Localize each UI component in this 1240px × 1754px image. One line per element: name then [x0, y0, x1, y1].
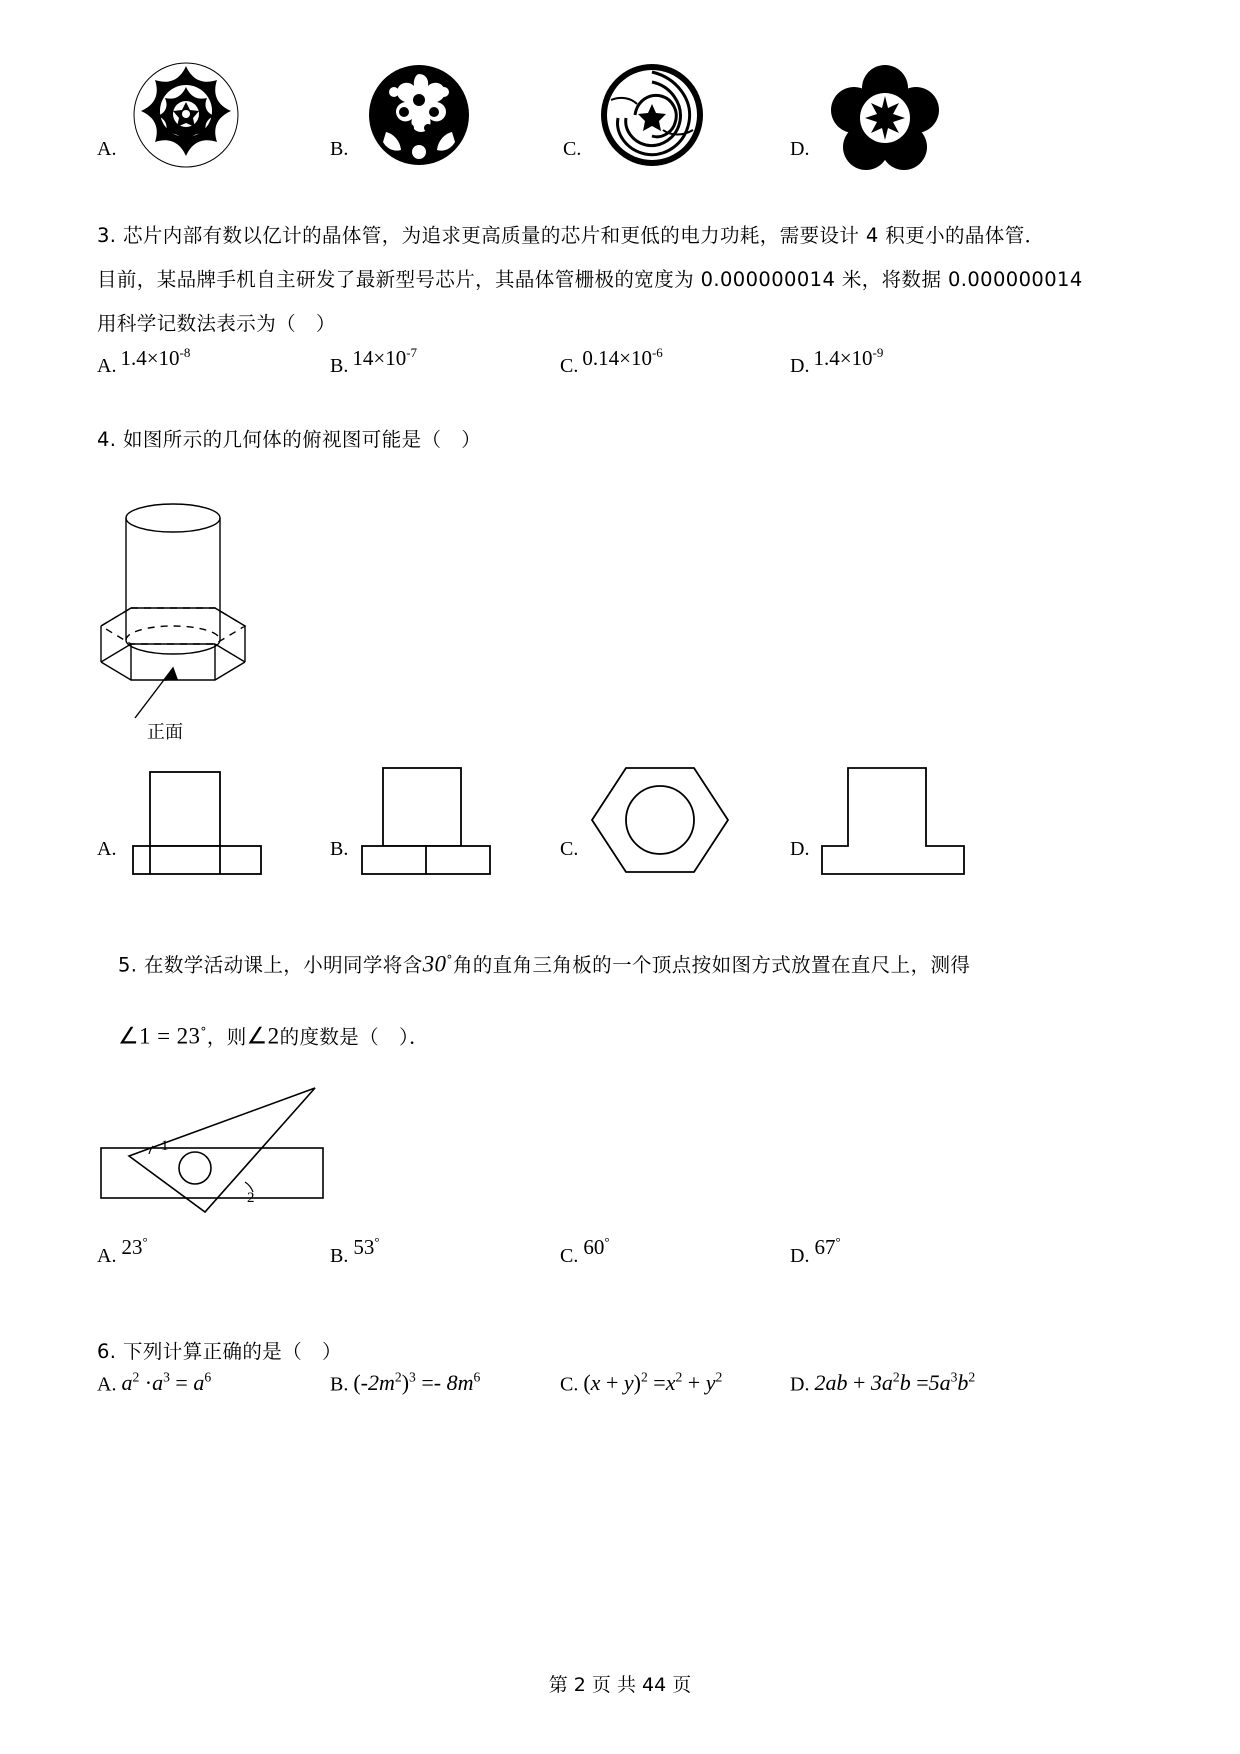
times-sign: ×: [619, 346, 631, 370]
question6-line1: 6. 下列计算正确的是（ ）: [97, 1340, 342, 1363]
option-expression: $(-2m^2)^3 =- 8m^6$: [353, 1370, 481, 1396]
svg-text:1: 1: [161, 1138, 169, 1154]
option-label: C.: [560, 838, 579, 860]
circular-floral-pattern-3-icon: [597, 60, 707, 170]
page-footer: 第 2 页 共 44 页: [548, 1674, 692, 1696]
option-exponent: -8: [179, 345, 191, 360]
option-base: 10: [630, 346, 652, 370]
option-mantissa: 1.4: [120, 346, 147, 370]
question4-options-row: [0, 760, 1240, 900]
option-label: A.: [97, 1245, 117, 1267]
question6-option-c[interactable]: [560, 1370, 722, 1396]
option-base: 10: [385, 346, 407, 370]
question1-options-row: [0, 60, 1240, 200]
question5-line2-part-d: 的度数是（ ）．: [279, 1025, 430, 1049]
option-label: A.: [97, 838, 117, 860]
question3-line3: 用科学记数法表示为（ ）: [97, 312, 336, 335]
question3-option-c[interactable]: [560, 345, 663, 378]
option-base: 10: [158, 346, 180, 370]
option-label: C.: [563, 138, 582, 160]
option-label: A.: [97, 138, 117, 160]
times-sign: ×: [839, 346, 852, 370]
question5-line2-part-b: ，则: [206, 1025, 247, 1049]
option-label: B.: [330, 838, 349, 860]
question4-line1: 4. 如图所示的几何体的俯视图可能是（ ）: [97, 428, 482, 451]
question6-option-b[interactable]: [330, 1370, 480, 1396]
degree-sign: °: [374, 1234, 380, 1249]
svg-text:2: 2: [247, 1190, 255, 1206]
question4-figure-label: 正面: [147, 722, 183, 743]
question6-option-d[interactable]: [790, 1370, 975, 1396]
angle1-equation: ∠1 = 23: [118, 1023, 201, 1049]
degree-sign: °: [604, 1234, 610, 1249]
option-label: D.: [790, 838, 810, 860]
question3-option-a[interactable]: [97, 345, 191, 378]
times-sign: ×: [146, 346, 159, 370]
circular-floral-pattern-1-icon: [131, 60, 241, 170]
question5-triangle-ruler-figure: [95, 1070, 435, 1230]
times-sign: ×: [373, 346, 386, 370]
option-label: D.: [790, 138, 810, 160]
option-expression: $2ab + 3a^2b =5a^3b^2$: [814, 1370, 976, 1396]
option-value: 23: [121, 1235, 143, 1259]
option-exponent: -9: [872, 345, 884, 360]
top-view-hexagon-circle-icon: [588, 760, 738, 885]
option-label: B.: [330, 1373, 349, 1396]
five-petal-flower-pattern-icon: [830, 60, 940, 170]
question5-option-a[interactable]: [97, 1234, 148, 1268]
option-value: 53: [353, 1235, 375, 1259]
option-label: D.: [790, 355, 810, 377]
degree-sign: °: [142, 1234, 148, 1249]
angle2-symbol: ∠2: [246, 1023, 280, 1049]
option-value: 60: [583, 1235, 605, 1259]
question5-angle-value: 30: [422, 951, 447, 977]
question5-line1: [118, 938, 970, 988]
option-label: C.: [560, 1373, 579, 1396]
degree-sign: °: [200, 1025, 207, 1039]
option-base: 10: [851, 346, 873, 370]
option-expression: $a^2 \cdot a^3 = a^6$: [121, 1370, 212, 1396]
option-label: A.: [97, 1373, 117, 1396]
question5-line1-part-b: 角的直角三角板的一个顶点按如图方式放置在直尺上，测得: [452, 953, 971, 977]
top-view-shape-b-icon: [358, 760, 508, 885]
top-view-shape-d-icon: [818, 760, 978, 885]
option-mantissa: 14: [352, 346, 374, 370]
option-exponent: -6: [651, 345, 663, 360]
question3-line2: 目前，某品牌手机自主研发了最新型号芯片，其晶体管栅极的宽度为 0.000000014 米，将数据 0.000000014: [97, 268, 1083, 291]
option-label: D.: [790, 1373, 810, 1396]
top-view-shape-a-icon: [125, 760, 275, 885]
option-label: B.: [330, 355, 349, 377]
option-label: A.: [97, 355, 117, 377]
question5-option-c[interactable]: [560, 1234, 610, 1268]
question5-line1-part-a: 5. 在数学活动课上，小明同学将含: [118, 953, 423, 977]
question3-line1: 3. 芯片内部有数以亿计的晶体管，为追求更高质量的芯片和更低的电力功耗，需要设计 4 积更小的晶体管．: [97, 224, 1045, 247]
question5-option-b[interactable]: [330, 1234, 380, 1268]
option-value: 67: [814, 1235, 836, 1259]
option-label: D.: [790, 1245, 810, 1267]
question5-line2: [118, 1010, 429, 1060]
question3-option-d[interactable]: [790, 345, 884, 378]
question6-option-a[interactable]: [97, 1370, 211, 1396]
option-mantissa: 1.4: [813, 346, 840, 370]
option-exponent: -7: [406, 345, 418, 360]
degree-sign: °: [835, 1234, 841, 1249]
circular-floral-pattern-2-icon: [364, 60, 474, 170]
option-label: C.: [560, 355, 579, 377]
degree-sign: °: [446, 953, 453, 967]
option-label: B.: [330, 138, 349, 160]
option-label: C.: [560, 1245, 579, 1267]
option-label: B.: [330, 1245, 349, 1267]
question5-option-d[interactable]: [790, 1234, 841, 1268]
option-mantissa: 0.14: [582, 346, 620, 370]
question4-solid-figure: [95, 490, 395, 760]
question3-option-b[interactable]: [330, 345, 418, 378]
option-expression: $(x + y)^2 =x^2 + y^2$: [583, 1370, 723, 1396]
